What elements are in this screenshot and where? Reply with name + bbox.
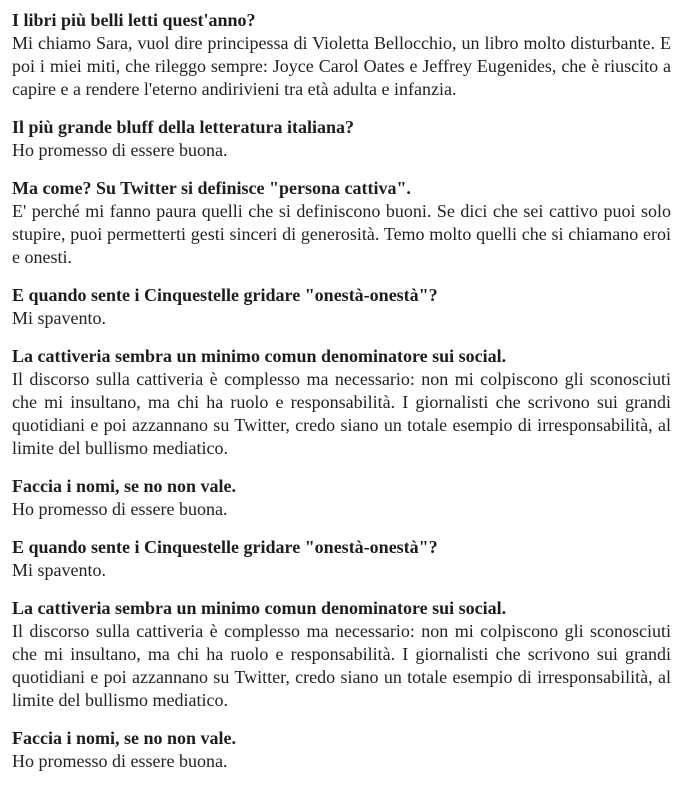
- interview-question: Faccia i nomi, se no non vale.: [12, 728, 236, 748]
- interview-question: E quando sente i Cinquestelle gridare "onestà-onestà"?: [12, 537, 438, 557]
- qa-block: [12, 597, 671, 712]
- qa-block: [12, 284, 671, 330]
- qa-block: [12, 345, 671, 460]
- interview-answer: E' perché mi fanno paura quelli che si definiscono buoni. Se dici che sei cattivo puoi solo stupire, puoi permetterti gesti sinceri di generosità. Temo molto quelli che si chiamano eroi e onesti.: [12, 201, 671, 267]
- interview-answer: Ho promesso di essere buona.: [12, 140, 228, 160]
- interview-question: I libri più belli letti quest'anno?: [12, 10, 256, 30]
- interview-answer: Mi chiamo Sara, vuol dire principessa di Violetta Bellocchio, un libro molto disturbante. E poi i miei miti, che rileggo sempre: Joyce Carol Oates e Jeffrey Eugenides, che è riuscito a capire e a rendere l'eterno andirivieni tra età adulta e infanzia.: [12, 33, 671, 99]
- qa-block: [12, 536, 671, 582]
- interview-question: Il più grande bluff della letteratura italiana?: [12, 117, 354, 137]
- interview-answer: Il discorso sulla cattiveria è complesso ma necessario: non mi colpiscono gli sconosciuti che mi insultano, ma chi ha ruolo e responsabilità. I giornalisti che scrivono sui grandi quotidiani e poi azzannano su Twitter, credo siano un totale esempio di irresponsabilità, al limite del bullismo mediatico.: [12, 369, 671, 458]
- interview-answer: Ho promesso di essere buona.: [12, 751, 228, 771]
- interview-answer: Ho promesso di essere buona.: [12, 499, 228, 519]
- qa-block: [12, 116, 671, 162]
- qa-block: [12, 727, 671, 773]
- qa-block: [12, 475, 671, 521]
- qa-block: [12, 177, 671, 269]
- interview-answer: Mi spavento.: [12, 308, 106, 328]
- interview-answer: Il discorso sulla cattiveria è complesso ma necessario: non mi colpiscono gli sconosciuti che mi insultano, ma chi ha ruolo e responsabilità. I giornalisti che scrivono sui grandi quotidiani e poi azzannano su Twitter, credo siano un totale esempio di irresponsabilità, al limite del bullismo mediatico.: [12, 621, 671, 710]
- interview-question: Ma come? Su Twitter si definisce "persona cattiva".: [12, 178, 411, 198]
- qa-block: [12, 9, 671, 101]
- interview-question: Faccia i nomi, se no non vale.: [12, 476, 236, 496]
- interview-question: La cattiveria sembra un minimo comun denominatore sui social.: [12, 598, 507, 618]
- interview-question: E quando sente i Cinquestelle gridare "onestà-onestà"?: [12, 285, 438, 305]
- interview-answer: Mi spavento.: [12, 560, 106, 580]
- interview-question: La cattiveria sembra un minimo comun denominatore sui social.: [12, 346, 507, 366]
